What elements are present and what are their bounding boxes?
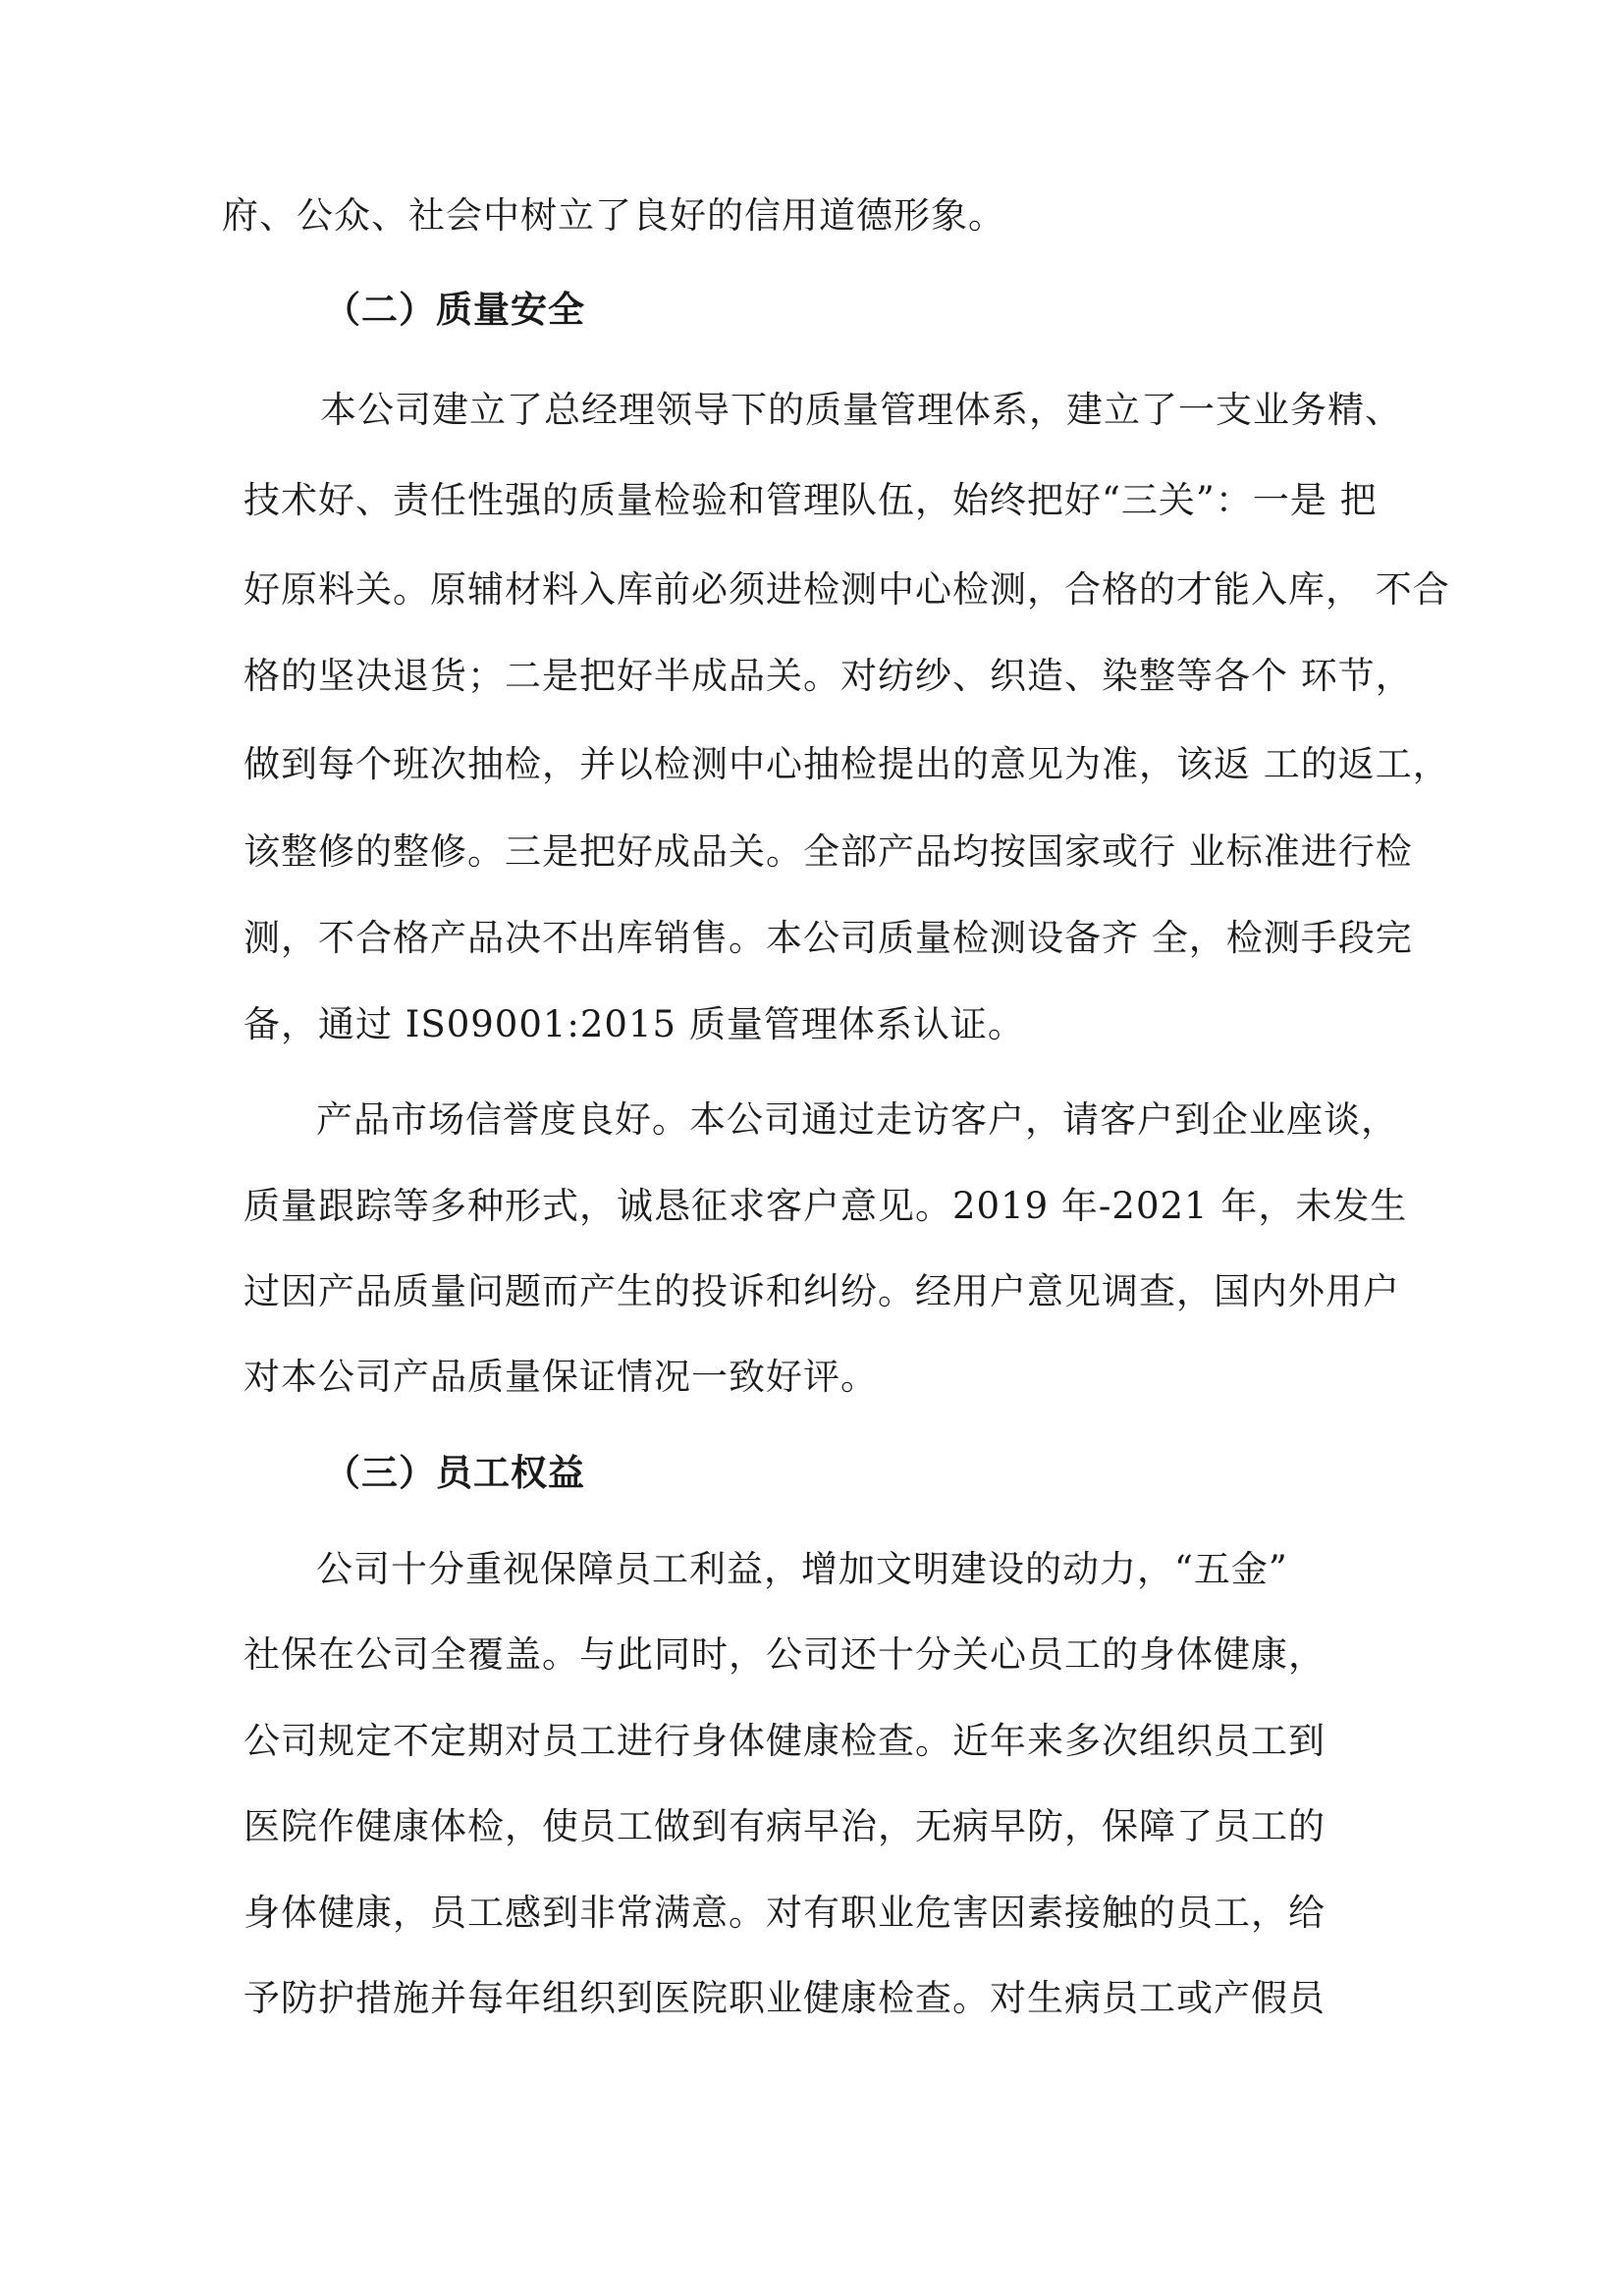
quality-paragraph-line: 技术好、责任性强的质量检验和管理队伍，始终把好“三关”：一是 把: [243, 479, 1378, 521]
employee-paragraph-line: 社保在公司全覆盖。与此同时，公司还十分关心员工的身体健康，: [243, 1633, 1325, 1676]
employee-paragraph-line: 身体健康，员工感到非常满意。对有职业危害因素接触的员工，给: [243, 1892, 1325, 1934]
employee-paragraph-line: 公司十分重视保障员工利益，增加文明建设的动力，“五金”: [316, 1548, 1288, 1590]
opening-line: 府、公众、社会中树立了良好的信用道德形象。: [222, 194, 1005, 237]
quality-paragraph-line: 本公司建立了总经理领导下的质量管理体系，建立了一支业务精、: [320, 389, 1402, 431]
section-heading-quality-safety: （二）质量安全: [324, 289, 585, 331]
reputation-paragraph-line: 过因产品质量问题而产生的投诉和纠纷。经用户意见调查，国内外用户: [243, 1270, 1400, 1312]
quality-paragraph-line: 格的坚决退货；二是把好半成品关。对纺纱、织造、染整等各个 环节，: [243, 655, 1413, 697]
section-heading-employee-rights: （三）员工权益: [324, 1452, 585, 1494]
quality-paragraph-line: 测，不合格产品决不出库销售。本公司质量检测设备齐 全，检测手段完: [243, 917, 1413, 959]
employee-paragraph-line: 医院作健康体检，使员工做到有病早治，无病早防，保障了员工的: [243, 1805, 1325, 1847]
employee-paragraph-line: 予防护措施并每年组织到医院职业健康检查。对生病员工或产假员: [243, 1977, 1325, 2019]
quality-paragraph-line: 好原料关。原辅材料入库前必须进检测中心检测，合格的才能入库， 不合: [243, 568, 1450, 611]
employee-paragraph-line: 公司规定不定期对员工进行身体健康检查。近年来多次组织员工到: [243, 1720, 1325, 1762]
quality-paragraph-line: 该整修的整修。三是把好成品关。全部产品均按国家或行 业标准进行检: [243, 830, 1413, 873]
reputation-paragraph-line: 对本公司产品质量保证情况一致好评。: [243, 1356, 878, 1398]
quality-paragraph-line: 做到每个班次抽检，并以检测中心抽检提出的意见为准，该返 工的返工，: [243, 743, 1450, 785]
quality-paragraph-line: 备，通过 IS09001:2015 质量管理体系认证。: [243, 1003, 1025, 1045]
reputation-paragraph-line: 质量跟踪等多种形式，诚恳征求客户意见。2019 年-2021 年，未发生: [243, 1185, 1408, 1227]
reputation-paragraph-line: 产品市场信誉度良好。本公司通过走访客户，请客户到企业座谈，: [316, 1098, 1398, 1141]
